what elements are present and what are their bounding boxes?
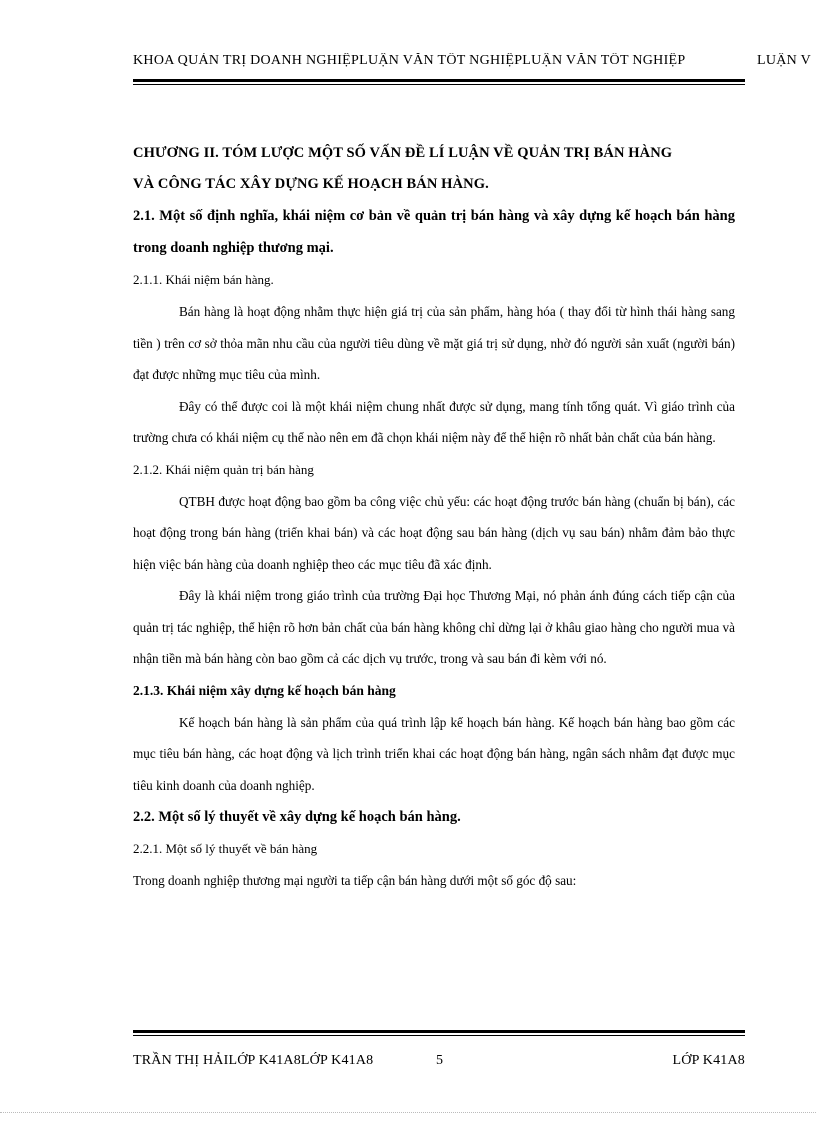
footer-rule bbox=[133, 1030, 745, 1036]
paragraph-1: Bán hàng là hoạt động nhằm thực hiện giá trị của sản phẩm, hàng hóa ( thay đổi từ hình thái hàng sang tiền ) trên cơ sở thỏa mãn nhu cầu của người tiêu dùng về mặt giá trị sử dụng, nhờ đó người sản xuất (người bán) đạt được những mục tiêu của mình. bbox=[133, 304, 735, 382]
chapter-title-line-2: VÀ CÔNG TÁC XÂY DỰNG KẾ HOẠCH BÁN HÀNG. bbox=[133, 176, 489, 192]
paragraph-5: Kế hoạch bán hàng là sản phẩm của quá trình lập kế hoạch bán hàng. Kế hoạch bán hàng bao gồm các mục tiêu bán hàng, các hoạt động và lịch trình triển khai các hoạt động bán hàng, ngân sách nhằm đạt được mục tiêu kinh doanh của doanh nghiệp. bbox=[133, 714, 735, 793]
subsection-heading-2-2-1: 2.2.1. Một số lý thuyết về bán hàng bbox=[133, 841, 318, 856]
subsection-heading-2-1-3: 2.1.3. Khái niệm xây dựng kế hoạch bán hàng bbox=[133, 682, 396, 698]
page-number: 5 bbox=[436, 1053, 443, 1068]
subsection-heading-2-1-1: 2.1.1. Khái niệm bán hàng. bbox=[133, 272, 274, 287]
paragraph-3: QTBH được hoạt động bao gồm ba công việc chủ yếu: các hoạt động trước bán hàng (chuẩn bị bán), các hoạt động trong bán hàng (triển khai bán) và các hoạt động sau bán hàng (dịch vụ sau bán) nhằm đảm bảo thực hiện việc bán hàng của doanh nghiệp theo các mục tiêu đã xác định. bbox=[133, 493, 735, 572]
paragraph-4: Đây là khái niệm trong giáo trình của trường Đại học Thương Mại, nó phản ánh đúng cách tiếp cận của quản trị tác nghiệp, thể hiện rõ hơn bản chất của bán hàng không chỉ dừng lại ở khâu giao hàng cho người mua và nhận tiền mà bán hàng còn bao gồm cả các dịch vụ trước, trong và sau bán đi kèm với nó. bbox=[133, 588, 735, 666]
chapter-title-line-1: CHƯƠNG II. TÓM LƯỢC MỘT SỐ VẤN ĐỀ LÍ LUẬN VỀ QUẢN TRỊ BÁN HÀNG bbox=[133, 145, 673, 161]
section-heading-2-1: 2.1. Một số định nghĩa, khái niệm cơ bản về quản trị bán hàng và xây dựng kế hoạch bán hàng trong doanh nghiệp thương mại. bbox=[133, 208, 735, 256]
document-body bbox=[133, 138, 735, 897]
header-rule bbox=[133, 79, 745, 85]
paragraph-6: Trong doanh nghiệp thương mại người ta tiếp cận bán hàng dưới một số góc độ sau: bbox=[133, 873, 577, 888]
footer-left-text: TRẦN THỊ HẢILỚP K41A8LỚP K41A8 bbox=[133, 1053, 374, 1068]
header-right-text: LUẬN V bbox=[757, 53, 812, 68]
page-edge-dots bbox=[0, 1112, 816, 1114]
subsection-heading-2-1-2: 2.1.2. Khái niệm quản trị bán hàng bbox=[133, 461, 314, 477]
header-left-text: KHOA QUẢN TRỊ DOANH NGHIỆPLUẬN VĂN TỐT NGHIỆPLUẬN VĂN TỐT NGHIỆP bbox=[133, 53, 686, 68]
section-heading-2-2: 2.2. Một số lý thuyết về xây dựng kế hoạch bán hàng. bbox=[133, 809, 461, 825]
footer-right-text: LỚP K41A8 bbox=[672, 1053, 745, 1068]
page-footer bbox=[133, 1053, 745, 1073]
page-header bbox=[133, 53, 816, 73]
paragraph-2: Đây có thể được coi là một khái niệm chung nhất được sử dụng, mang tính tổng quát. Vì giáo trình của trường chưa có khái niệm cụ thể nào nên em đã chọn khái niệm này để thể hiện rõ nhất bản chất của bán hàng. bbox=[133, 398, 735, 445]
